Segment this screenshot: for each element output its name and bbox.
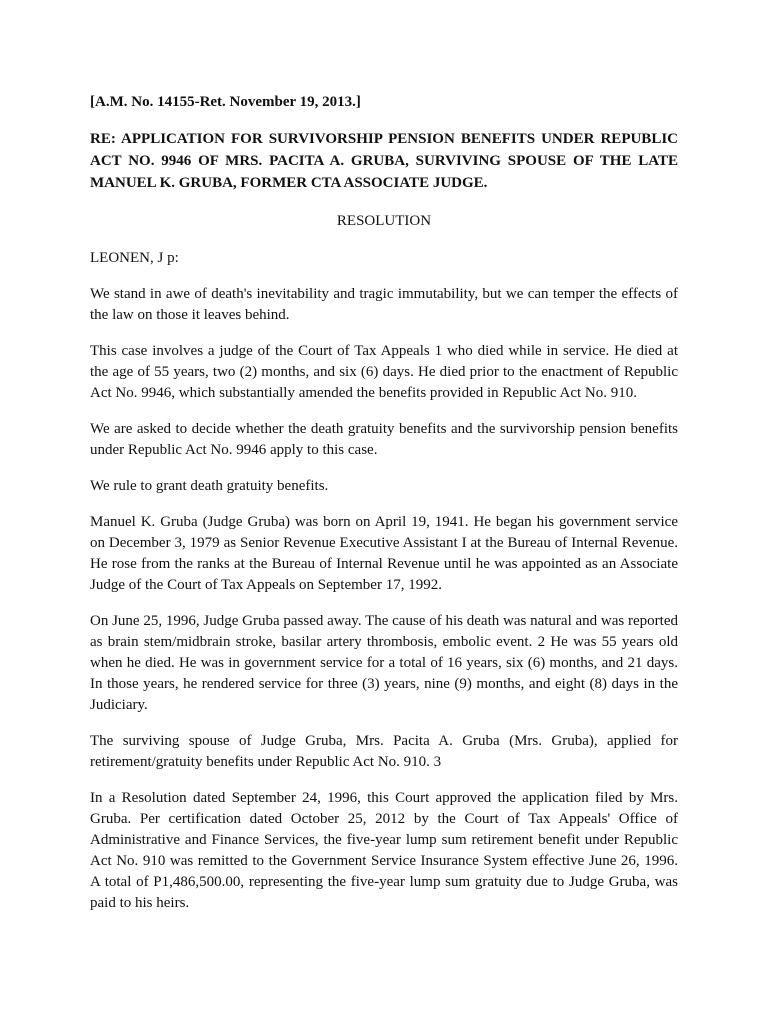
ponente-byline: LEONEN, J p: [90, 250, 179, 266]
case-title: RE: APPLICATION FOR SURVIVORSHIP PENSION BENEFITS UNDER REPUBLIC ACT NO. 9946 OF MRS. PACITA A. GRUBA, SURVIVING SPOUSE OF THE LATE MANUEL K. GRUBA, FORMER CTA ASSOCIATE JUDGE. [90, 131, 678, 191]
case-number: [A.M. No. 14155-Ret. November 19, 2013.] [90, 94, 361, 110]
paragraph-4: We rule to grant death gratuity benefits. [90, 478, 329, 494]
paragraph-6: On June 25, 1996, Judge Gruba passed away. The cause of his death was natural and was reported as brain stem/midbrain stroke, basilar artery thrombosis, embolic event. 2 He was 55 years old when he died. He was in government service for a total of 16 years, six (6) months, and 21 days. In those years, he rendered service for three (3) years, nine (9) months, and eight (8) days in the Judiciary. [90, 613, 678, 713]
paragraph-5: Manuel K. Gruba (Judge Gruba) was born on April 19, 1941. He began his government service on December 3, 1979 as Senior Revenue Executive Assistant I at the Bureau of Internal Revenue. He rose from the ranks at the Bureau of Internal Revenue until he was appointed as an Associate Judge of the Court of Tax Appeals on September 17, 1992. [90, 514, 678, 593]
paragraph-7: The surviving spouse of Judge Gruba, Mrs. Pacita A. Gruba (Mrs. Gruba), applied for retirement/gratuity benefits under Republic Act No. 910. 3 [90, 733, 678, 770]
paragraph-2: This case involves a judge of the Court of Tax Appeals 1 who died while in service. He died at the age of 55 years, two (2) months, and six (6) days. He died prior to the enactment of Republic Act No. 9946, which substantially amended the benefits provided in Republic Act No. 910. [90, 343, 678, 401]
paragraph-3: We are asked to decide whether the death gratuity benefits and the survivorship pension benefits under Republic Act No. 9946 apply to this case. [90, 421, 678, 458]
resolution-heading: RESOLUTION [336, 213, 432, 229]
paragraph-1: We stand in awe of death's inevitability and tragic immutability, but we can temper the effects of the law on those it leaves behind. [90, 286, 678, 323]
document-body [90, 92, 678, 929]
paragraph-8: In a Resolution dated September 24, 1996, this Court approved the application filed by Mrs. Gruba. Per certification dated October 25, 2012 by the Court of Tax Appeals' Office of Administrative and Finance Services, the five-year lump sum retirement benefit under Republic Act No. 910 was remitted to the Government Service Insurance System effective June 26, 1996. A total of P1,486,500.00, representing the five-year lump sum gratuity due to Judge Gruba, was paid to his heirs. [90, 790, 678, 911]
